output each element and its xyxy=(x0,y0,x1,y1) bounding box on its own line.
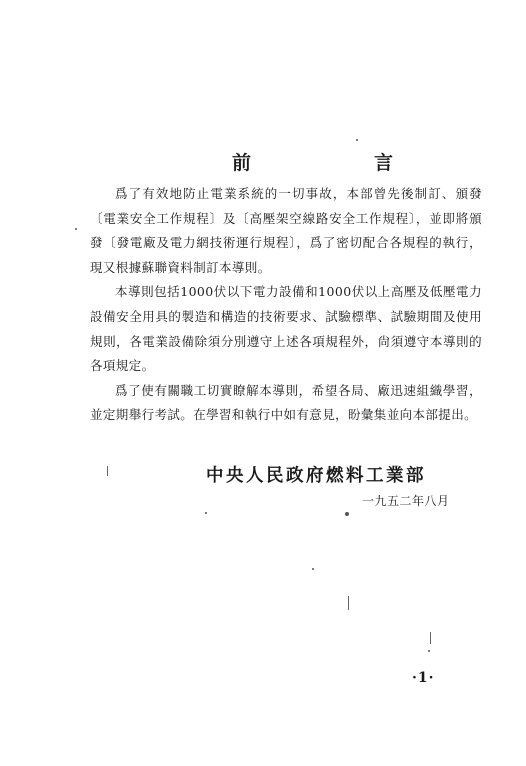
scan-speck xyxy=(428,650,430,652)
scan-speck xyxy=(75,228,77,230)
scan-mark xyxy=(430,632,431,644)
paragraph-1: 爲了有效地防止電業系統的一切事故，本部曾先後制訂、頒發〔電業安全工作規程〕及〔高壓架空線路安全工作規程〕，並即將頒發〔發電廠及電力網技術運行規程〕，爲了密切配合各規程的執行，現又根據蘇聯資料制訂本導則。 xyxy=(90,186,482,275)
scan-speck xyxy=(345,512,349,516)
paragraph-3: 爲了使有關職工切實瞭解本導則，希望各局、廠迅速組織學習，並定期舉行考試。在學習和執行中如有意見，盼彙集並向本部提出。 xyxy=(90,382,482,423)
paragraph-2: 本導則包括1000伏以下電力設備和1000伏以上高壓及低壓電力設備安全用具的製造和構造的技術要求、試驗標準、試驗期間及使用規則，各電業設備除須分別遵守上述各項規程外，尙須遵守本導則的各項規定。 xyxy=(90,284,482,374)
issuer-signature: 中央人民政府燃料工業部 xyxy=(206,466,426,486)
scan-mark xyxy=(348,596,349,610)
issue-date: 一九五二年八月 xyxy=(362,494,450,508)
scan-speck xyxy=(356,139,358,141)
scan-mark xyxy=(107,466,108,476)
body-text xyxy=(90,182,482,428)
scan-speck xyxy=(205,512,207,514)
page-number: ·1· xyxy=(412,670,435,686)
page-heading: 前 言 xyxy=(232,152,446,174)
scan-speck xyxy=(312,568,314,570)
